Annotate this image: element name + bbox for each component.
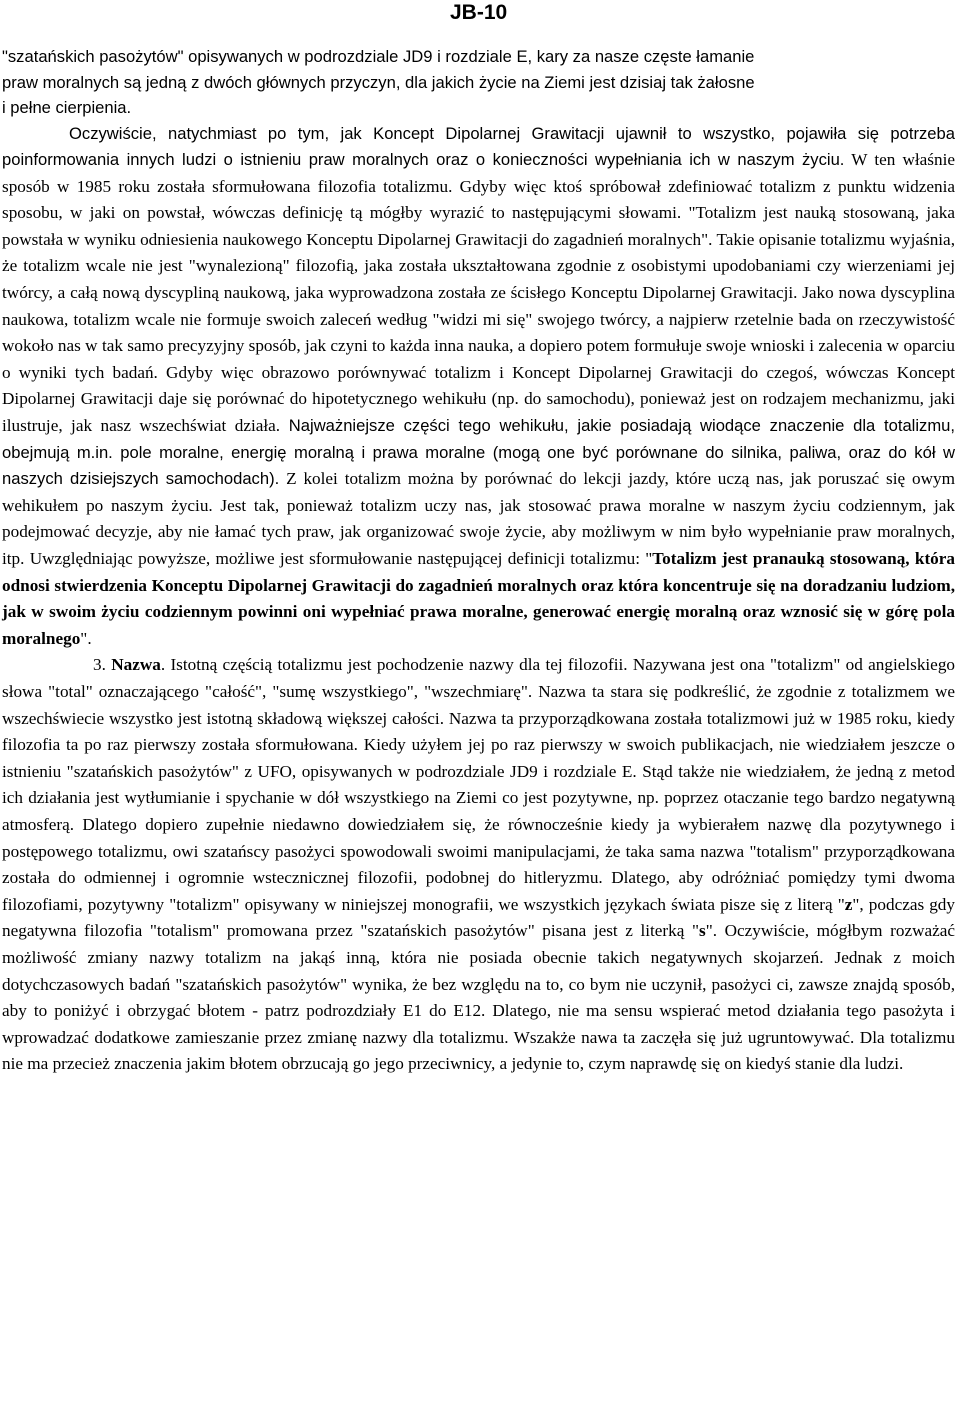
intro-paragraph xyxy=(2,44,955,121)
letter-z: z xyxy=(844,894,853,914)
intro-line-3: i pełne cierpienia. xyxy=(2,98,132,117)
intro-line-1: "szatańskich pasożytów" opisywanych w podrozdziale JD9 i rozdziale E, kary za nasze częste łamanie xyxy=(2,47,755,66)
document-body xyxy=(2,44,955,1078)
paragraph-sans-part: Oczywiście, natychmiast po tym, jak Koncept Dipolarnej Grawitacji ujawnił to wszystko, pojawiła się potrzeba poinformowania innych ludzi o istnieniu praw moralnych oraz o konieczności wypełniania ich w naszym życiu. xyxy=(2,123,955,170)
name-text-c: ". Oczywiście, mógłbym rozważać możliwość zmiany nazwy totalizm na jakąś inną, która nie posiada obecnie takich negatywnych skojarzeń. Jednak z moich dotychczasowych badań "szatańskich pasożytów" wynika, że bez względu na to, co bym nie uczynił, pasożyci ci, zawsze znajdą sposób, aby to poniżyć i obrzygać błotem - patrz podrozdziały E1 do E12. Dlatego, nie ma sensu wspierać metod działania tego pasożyta i wprowadzać dodatkowe zamieszanie przez zmianę nazwy dla totalizmu. Wszakże nawa ta zaczęła się już ugruntowywać. Dla totalizmu nie ma przecież znaczenia jakim błotem obrzucają go jego przeciwnicy, a jedynie to, czym naprawdę się on kiedyś stanie dla ludzi. xyxy=(2,921,955,1074)
letter-s: s xyxy=(698,921,706,941)
page-id: JB-10 xyxy=(450,1,508,24)
paragraph-sans-part-2: Najważniejsze części tego wehikułu, jakie posiadają wiodące znaczenie dla totalizmu, obejmują m.in. pole moralne, energię moralną i prawa moralne (mogą one być porównane do silnika, paliwa, oraz do kół w naszych dzisiejszych samochodach). xyxy=(2,416,956,489)
paragraph-totalism-origin xyxy=(2,121,955,653)
paragraph-serif-part: W ten właśnie sposób w 1985 roku została sformułowana filozofia totalizmu. Gdyby więc ktoś spróbował zdefiniować totalizm z punktu widzenia sposobu, w jaki on powstał, wówczas definicję tą mógłby wyrazić to następującymi słowami. "Totalizm jest nauką stosowaną, jaka powstała w wyniku odniesienia naukowego Konceptu Dipolarnej Grawitacji do zagadnień moralnych". Takie opisanie totalizmu wyjaśnia, że totalizm wcale nie jest "wynalezioną" filozofią, jaka została ukształtowana zgodnie z osobistymi upodobaniami czy wierzeniami jej twórcy, a całą nową dyscypliną naukową, jaka wyprowadzona została ze ścisłego Konceptu Dipolarnej Grawitacji. Jako nowa dyscyplina naukowa, totalizm wcale nie formuje swoich zaleceń według "widzi mi się" swojego twórcy, a najpierw rzetelnie bada on rzeczywistość wokoło nas w tak samo precyzyjny sposób, jak czyni to każda inna nauka, a dopiero potem formułuje swoje wnioski i zalecenia w oparciu o wyniki tych badań. Gdyby więc obrazowo porównywać totalizm i Koncept Dipolarnej Grawitacji do czegoś, wówczas Koncept Dipolarnej Grawitacji daje się porównać do hipotetycznego wehikułu (np. do samochodu), ponieważ jest on rodzajem mechanizmu, jaki ilustruje, jak nasz wszechświat działa. xyxy=(2,150,955,436)
paragraph-name-section xyxy=(2,652,955,1078)
name-text-b: ", podczas gdy negatywna filozofia "totalism" promowana przez "szatańskich pasożytów" pisana jest z literką " xyxy=(2,894,955,941)
totalism-definition: Totalizm jest pranauką stosowaną, która odnosi stwierdzenia Konceptu Dipolarnej Grawitacji do zagadnień moralnych oraz która koncentruje się na doradzaniu ludziom, jak w swoim życiu codziennym powinni oni wypełniać prawa moralne, generować energię moralną oraz wznosić się w górę pola moralnego xyxy=(2,549,955,648)
intro-line-2: praw moralnych są jedną z dwóch głównych przyczyn, dla jakich życie na Ziemi jest dzisiaj tak żałosne xyxy=(2,72,755,92)
paragraph-serif-part-2: Z kolei totalizm można by porównać do lekcji jazdy, które uczą nas, jak poruszać się owym wehikułem po naszym życiu. Jest tak, ponieważ totalizm uczy nas, jak stosować prawa moralne w naszym życiu codziennym, jak podejmować decyzje, aby nie łamać tych praw, jak organizować swoje życie, aby możliwym w nim było wypełnianie praw moralnych, itp. Uwzględniając powyższe, możliwe jest sformułowanie następującej definicji totalizmu: " xyxy=(2,469,955,568)
definition-end: ". xyxy=(80,628,92,648)
list-number: 3. xyxy=(93,655,106,675)
name-text-a: . Istotną częścią totalizmu jest pochodzenie nazwy dla tej filozofii. Nazywana jest ona "totalizm" od angielskiego słowa "total" oznaczającego "całość", "sumę wszystkiego", "wszechmiarę". Nazwa ta stara się podkreślić, że zgodnie z totalizmem we wszechświecie wszystko jest istotną składową większej całości. Nazwa ta przyporządkowana została totalizmowi już w 1985 roku, kiedy filozofia ta po raz pierwszy została sformułowana. Kiedy użyłem jej po raz pierwszy w swoich publikacjach, nie wiedziałem jeszcze o istnieniu "szatańskich pasożytów" z UFO, opisywanych w podrozdziale JD9 i rozdziale E. Stąd także nie wiedziałem, że jedną z metod ich działania jest wytłumianie i spychanie w dół wszystkiego na Ziemi co jest pozytywne, np. poprzez otaczanie tego bardzo negatywną atmosferą. Dlatego dopiero zupełnie niedawno dowiedziałem się, że równocześnie kiedy ja wybierałem nazwę dla pozytywnego i postępowego totalizmu, owi szatańscy pasożyci spowodowali swoimi manipulacjami, że taka sama nazwa "totalism" przyporządkowana została do odmiennej i ogromnie wstecznicznej filozofii, podobnej do hitleryzmu. Dlatego, aby odróżniać pomiędzy tymi dwoma filozofiami, pozytywny "totalizm" opisywany w niniejszej monografii, we wszystkich językach świata pisze się z literą " xyxy=(2,655,956,914)
section-heading: Nazwa xyxy=(111,655,161,675)
